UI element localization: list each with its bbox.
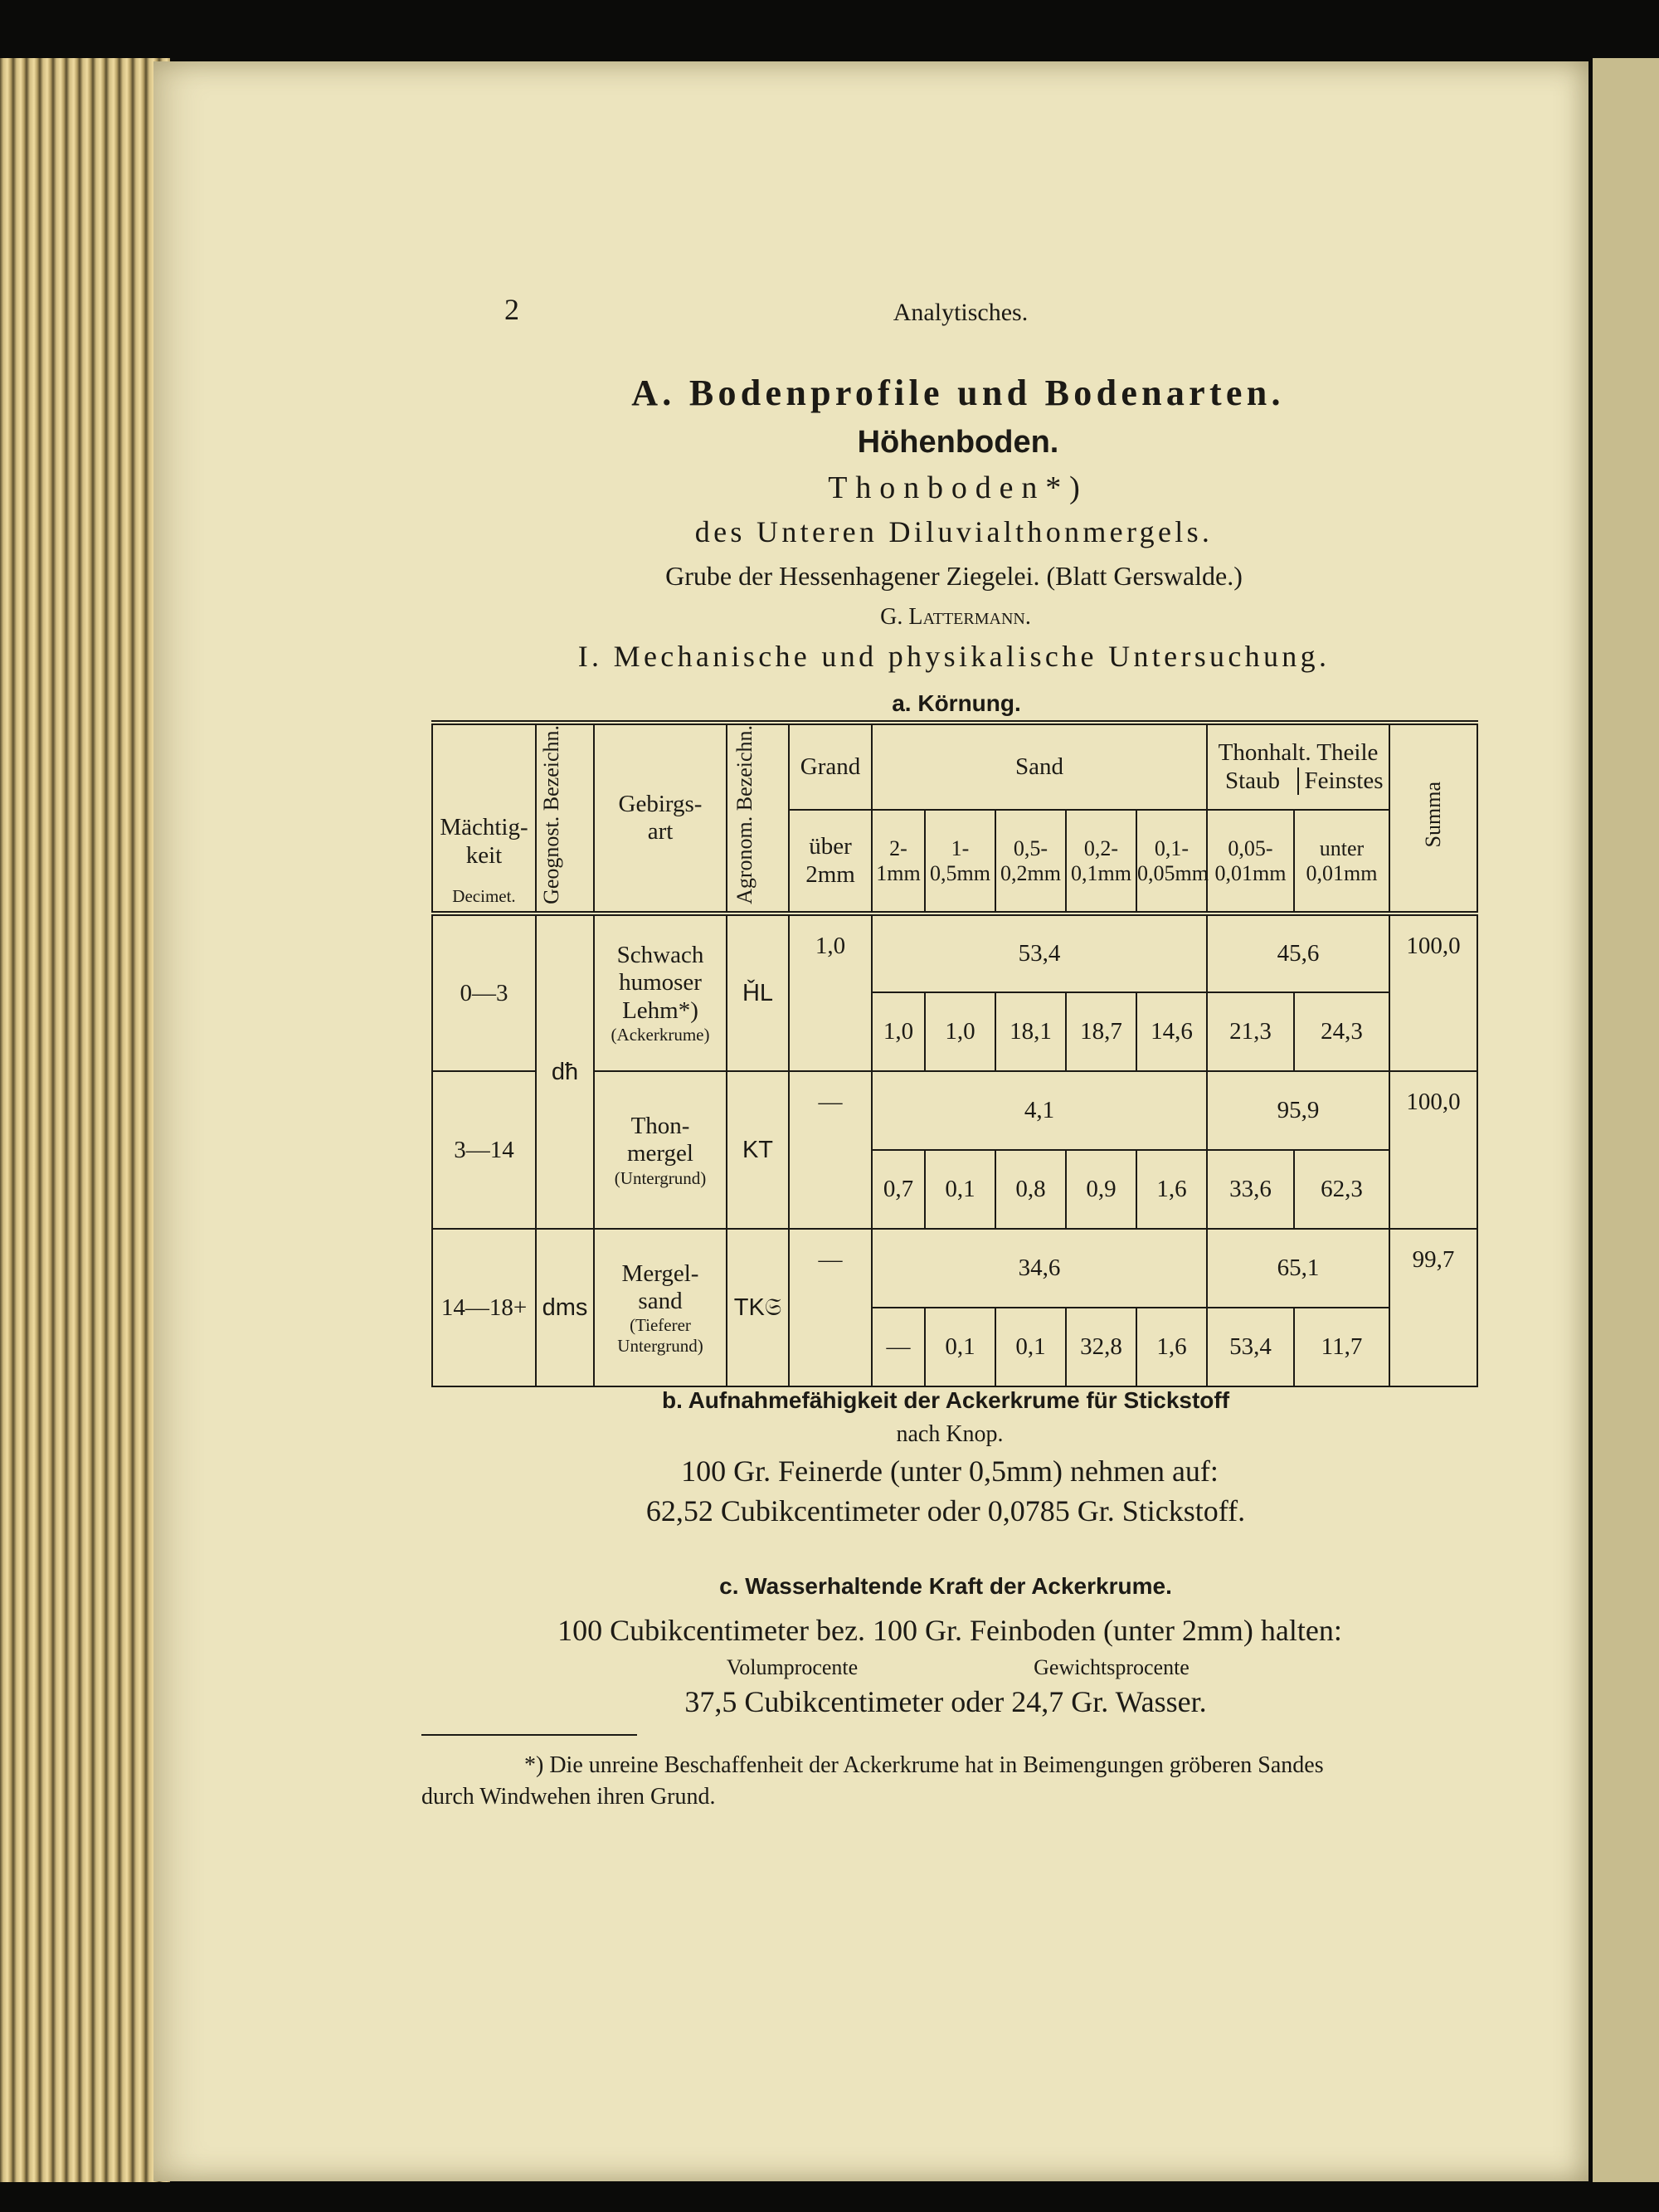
header-grand: Grand	[789, 723, 872, 810]
detail-cell: 24,3	[1294, 992, 1389, 1071]
detail-cell: 0,1	[995, 1308, 1066, 1386]
subsection-a-title: a. Körnung.	[892, 690, 1021, 716]
header-thon-label: Thonhalt. Theile	[1218, 739, 1379, 767]
detail-cell: 53,4	[1207, 1308, 1294, 1386]
section-c-line2: 37,5 Cubikcentimeter oder 24,7 Gr. Wasser.	[684, 1685, 1207, 1718]
footnote-line1: *) Die unreine Beschaffenheit der Ackerkrume hat in Beimengungen gröberen Sandes	[524, 1752, 1324, 1778]
subsection-title: Höhenboden.	[857, 425, 1059, 460]
detail-cell: 1,0	[872, 992, 925, 1071]
detail-cell: 1,6	[1136, 1308, 1207, 1386]
rock-name: Mergel-sand	[621, 1259, 699, 1315]
header-agronom	[727, 723, 789, 914]
section-b-line1: 100 Gr. Feinerde (unter 0,5mm) nehmen auf:	[681, 1454, 1219, 1488]
detail-cell: 11,7	[1294, 1308, 1389, 1386]
rock-cell	[594, 914, 727, 1071]
header-depth-unit: Decimet.	[452, 886, 516, 907]
header-thon	[1207, 723, 1389, 810]
koernung-table	[431, 720, 1478, 1387]
header-sand-col-4: 0,2-0,1mm	[1066, 810, 1136, 914]
rock-cell	[594, 1071, 727, 1229]
section-b-title: b. Aufnahmefähigkeit der Ackerkrume für Stickstoff	[661, 1387, 1230, 1413]
section-c-label-vol: Volumprocente	[726, 1655, 859, 1679]
header-sand-col-1: 2-1mm	[872, 810, 925, 914]
footnote-rule	[421, 1734, 637, 1736]
thon-total-cell: 45,6	[1207, 914, 1389, 992]
detail-cell: 0,8	[995, 1150, 1066, 1229]
section-b-line2: 62,52 Cubikcentimeter oder 0,0785 Gr. Stickstoff.	[645, 1494, 1246, 1527]
header-geognost-label: Geognost. Bezeichn.	[539, 725, 563, 904]
location-line: Grube der Hessenhagener Ziegelei. (Blatt Gerswalde.)	[665, 561, 1243, 591]
header-sand-col-2: 1-0,5mm	[925, 810, 995, 914]
header-staub: Staub	[1224, 767, 1281, 794]
header-grand-sub: über 2mm	[789, 810, 872, 914]
section-title: A. Bodenprofile und Bodenarten.	[631, 373, 1285, 413]
rock-name: Thon-mergel	[627, 1112, 693, 1167]
detail-cell: 1,0	[925, 992, 995, 1071]
detail-cell: 62,3	[1294, 1150, 1389, 1229]
section-c-label-gew: Gewichtsprocente	[1034, 1655, 1190, 1679]
detail-cell: 32,8	[1066, 1308, 1136, 1386]
agronom-cell: ȞL	[727, 914, 789, 1071]
summa-cell: 99,7	[1389, 1229, 1477, 1386]
header-sand-col-5: 0,1-0,05mm	[1136, 810, 1207, 914]
detail-cell: 0,9	[1066, 1150, 1136, 1229]
header-rock: Gebirgs-art	[594, 723, 727, 914]
thon-total-cell: 95,9	[1207, 1071, 1389, 1150]
grand-cell: —	[789, 1071, 872, 1229]
rock-note: (Ackerkrume)	[611, 1025, 710, 1045]
sand-total-cell: 53,4	[872, 914, 1207, 992]
thon-total-cell: 65,1	[1207, 1229, 1389, 1308]
book-page-edges	[0, 58, 170, 2182]
detail-cell: 18,7	[1066, 992, 1136, 1071]
geognost-cell: dms	[536, 1229, 594, 1386]
sand-total-cell: 4,1	[872, 1071, 1207, 1150]
footnote-line2: durch Windwehen ihren Grund.	[421, 1784, 716, 1810]
table-row	[432, 1229, 1477, 1308]
detail-cell: 18,1	[995, 992, 1066, 1071]
author-line: G. Lattermann.	[880, 604, 1031, 630]
table-row	[432, 914, 1477, 992]
header-geognost	[536, 723, 594, 914]
detail-cell: 21,3	[1207, 992, 1294, 1071]
running-title: Analytisches.	[893, 299, 1029, 326]
grand-cell: 1,0	[789, 914, 872, 1071]
depth-cell: 0—3	[432, 914, 536, 1071]
section-b-method: nach Knop.	[896, 1421, 1004, 1447]
detail-cell: —	[872, 1308, 925, 1386]
detail-cell: 0,7	[872, 1150, 925, 1229]
agronom-cell: KT	[727, 1071, 789, 1229]
detail-cell: 1,6	[1136, 1150, 1207, 1229]
detail-cell: 0,1	[925, 1150, 995, 1229]
header-depth	[432, 723, 536, 914]
section-c-line1: 100 Cubikcentimeter bez. 100 Gr. Feinboden (unter 2mm) halten:	[557, 1614, 1342, 1647]
rock-name: Schwach humoser Lehm*)	[616, 942, 704, 1024]
detail-cell: 33,6	[1207, 1150, 1294, 1229]
origin-line: des Unteren Diluvialthonmergels.	[694, 515, 1214, 548]
geognost-cell: dħ	[536, 914, 594, 1229]
header-sand: Sand	[872, 723, 1207, 810]
header-agronom-label: Agronom. Bezeichn.	[732, 725, 757, 904]
grand-cell: —	[789, 1229, 872, 1386]
header-sand-col-3: 0,5-0,2mm	[995, 810, 1066, 914]
page-number: 2	[504, 293, 519, 326]
summa-cell: 100,0	[1389, 1071, 1477, 1229]
agronom-cell: TK𝔖	[727, 1229, 789, 1386]
header-feinstes-sub: unter 0,01mm	[1294, 810, 1389, 914]
summa-cell: 100,0	[1389, 914, 1477, 1071]
rock-cell	[594, 1229, 727, 1386]
rock-note: (Tieferer Untergrund)	[617, 1315, 703, 1356]
facing-page-edge	[1593, 58, 1659, 2182]
rock-note: (Untergrund)	[614, 1167, 707, 1188]
header-feinstes: Feinstes	[1297, 767, 1389, 795]
depth-cell: 14—18+	[432, 1229, 536, 1386]
detail-cell: 14,6	[1136, 992, 1207, 1071]
depth-cell: 3—14	[432, 1071, 536, 1229]
detail-cell: 0,1	[925, 1308, 995, 1386]
sand-total-cell: 34,6	[872, 1229, 1207, 1308]
soil-title: Thonboden*)	[828, 470, 1088, 505]
header-summa	[1389, 723, 1477, 914]
header-summa-label: Summa	[1421, 782, 1446, 848]
section-c-title: c. Wasserhaltende Kraft der Ackerkrume.	[719, 1573, 1172, 1599]
header-depth-label: Mächtig-keit	[440, 814, 528, 869]
part-title: I. Mechanische und physikalische Untersuchung.	[577, 640, 1331, 673]
header-staub-sub: 0,05-0,01mm	[1207, 810, 1294, 914]
